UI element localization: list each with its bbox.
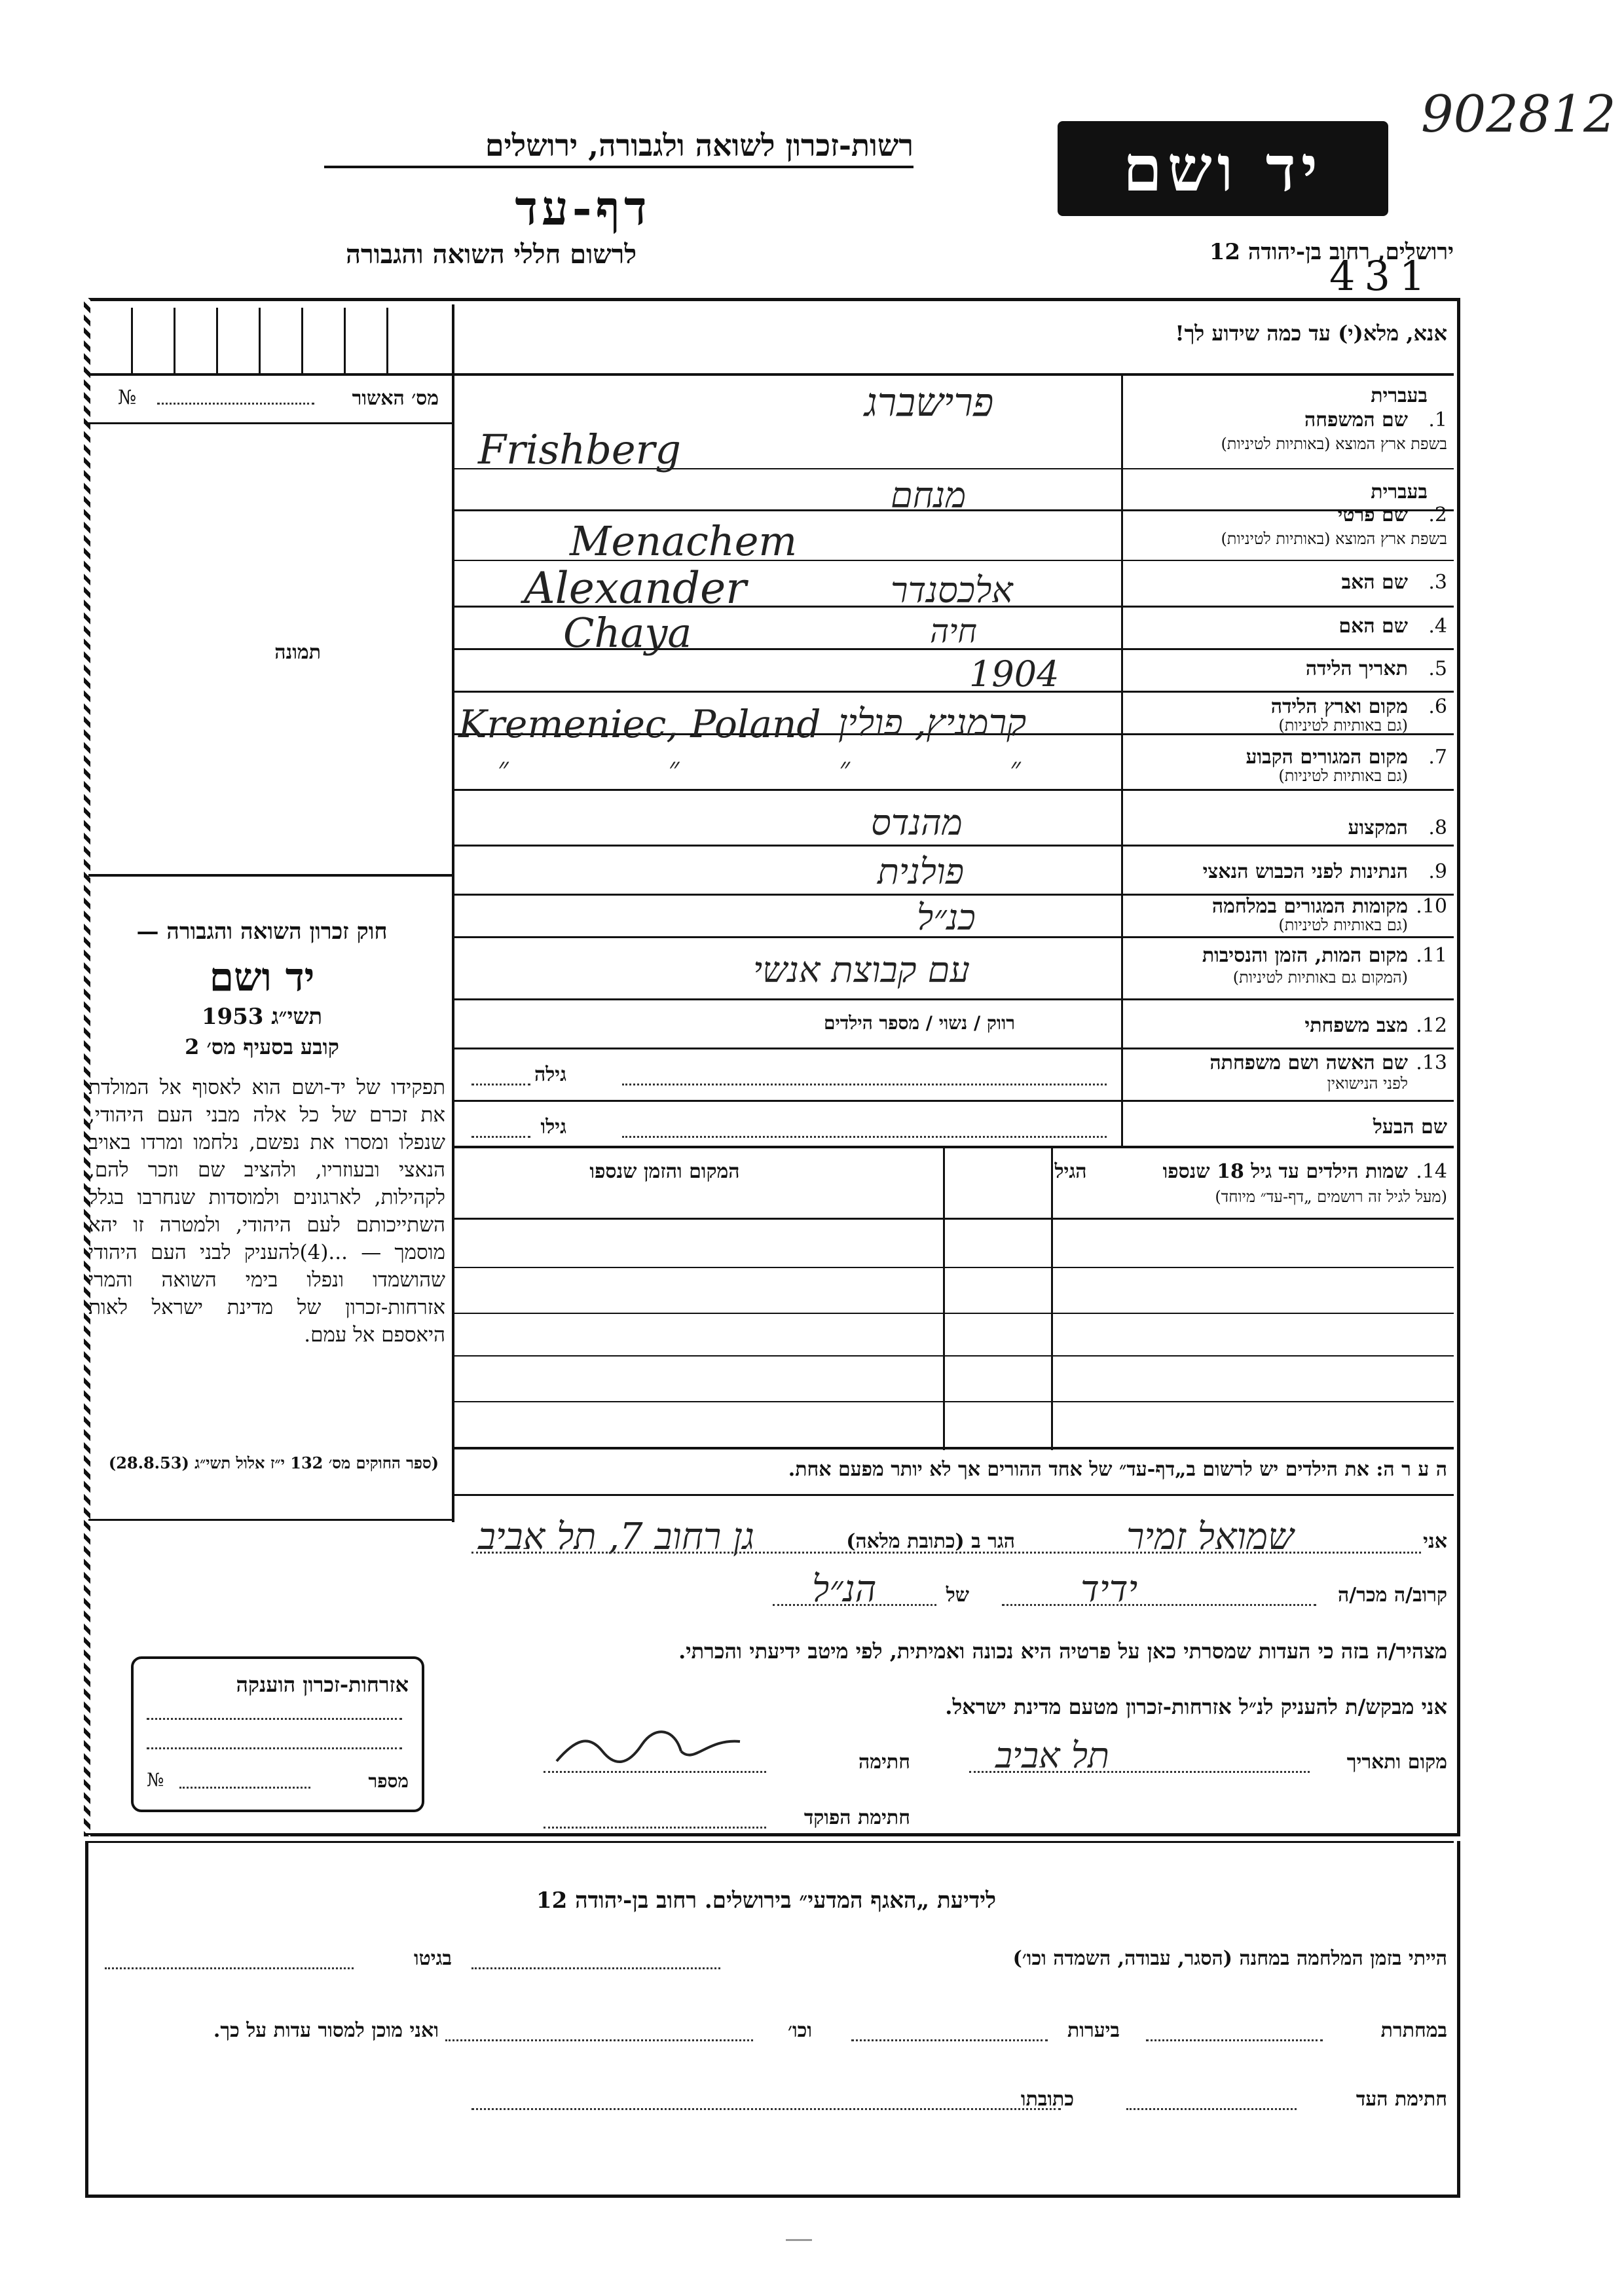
wartime-residence-value[interactable]: כנ״ל	[917, 897, 976, 938]
field-7-sub: (גם באותיות לטיניות)	[1278, 767, 1408, 785]
birth-date-value[interactable]: 1904	[969, 653, 1060, 695]
note-text: ה ע ר ה: את הילדים יש לרשום ב„דף-עד״ של אחד ההורים אך לא יותר מפעם אחת.	[788, 1458, 1447, 1481]
footer-line1: הייתי בזמן המלחמה במחנה (הסגר, עבודה, השמדה וכו׳)	[1012, 1947, 1447, 1970]
field-3-num: 3.	[1428, 571, 1447, 594]
field-2-sub: בשפת ארץ המוצא (באותיות לטיניות)	[1221, 530, 1447, 548]
officer-signature-label: חתימת הפוקד	[803, 1806, 910, 1829]
field-4-label: שם האם	[1338, 615, 1408, 638]
law-year: תשי״ג 1953	[201, 1004, 323, 1030]
footer-ghetto: בגיטו	[413, 1947, 452, 1970]
field-10-label: מקומות המגורים במלחמה	[1211, 895, 1408, 918]
yad-vashem-logo	[1058, 121, 1388, 216]
field-11-num: 11.	[1416, 944, 1447, 967]
intro-text: אנא, מלא(י) עד כמה שידוע לך!	[1175, 321, 1447, 346]
birth-place-hebrew[interactable]: קרמניץ, פולין	[838, 702, 1027, 744]
first-name-latin[interactable]: Menachem	[570, 517, 798, 565]
address-label: הגר ב (כתובת מלאה)	[846, 1530, 1015, 1553]
father-name-hebrew[interactable]: אלכסנדר	[891, 570, 1013, 611]
field-11-label: מקום המות, הזמן והנסיבות	[1202, 944, 1408, 967]
relation-label: קרוב/ה מכר/ה	[1338, 1584, 1447, 1607]
field-5-num: 5.	[1428, 657, 1447, 680]
family-name-latin[interactable]: Frishberg	[478, 426, 681, 473]
nationality-value[interactable]: פולנית	[877, 851, 965, 892]
field-9-num: 9.	[1428, 860, 1447, 883]
father-name-latin[interactable]: Alexander	[524, 563, 747, 613]
declaration-request: אני מבקש/ת להעניק לנ״ל אזרחות-זכרון מטעם מדינת ישראל.	[945, 1694, 1447, 1719]
mother-name-hebrew[interactable]: חיה	[930, 612, 977, 650]
of-value[interactable]: הנ״ל	[812, 1568, 877, 1611]
field-2-label-he: בעברית	[1371, 481, 1428, 503]
field-2-label: שם פרטי	[1337, 503, 1408, 526]
field-9-label: הנתינות לפני הכבוש הנאצי	[1202, 860, 1408, 883]
header-address: ירושלים, רחוב בן-יהודה 12	[1209, 239, 1454, 265]
husband-label: שם הבעל	[1373, 1116, 1447, 1139]
field-5-label: תאריך הלידה	[1305, 657, 1408, 680]
archive-number: 902812	[1421, 85, 1616, 144]
footer-underground: במחתרת	[1380, 2019, 1447, 2042]
citizenship-title: אזרחות-זכרון הוענקה	[236, 1672, 409, 1697]
corner-hatch	[1486, 262, 1532, 282]
citizenship-mark: №	[147, 1769, 164, 1791]
field-3-label: שם האב	[1341, 571, 1408, 594]
declaration-i-label: אני	[1423, 1530, 1447, 1553]
law-source: (ספר החוקים מס׳ 132 י״ז אלול תשי״ג (28.8.53)	[108, 1453, 439, 1472]
field-12-label: מצב משפחתי	[1304, 1014, 1408, 1037]
field-6-sub: (גם באותיות לטיניות)	[1278, 716, 1408, 735]
form-title: דף-עד	[515, 180, 651, 236]
field-1-sub: בשפת ארץ המוצא (באותיות לטיניות)	[1221, 435, 1447, 453]
sheet-number: 431	[1329, 252, 1435, 300]
place-date-value[interactable]: תל אביב	[995, 1735, 1109, 1776]
marital-status-options[interactable]: רווק / נשוי / מספר הילדים	[823, 1012, 1015, 1034]
field-10-sub: (גם באותיות לטיניות)	[1278, 916, 1408, 934]
footer-witness-signature: חתימת העד	[1356, 2088, 1447, 2111]
of-label: של	[946, 1584, 969, 1607]
field-14-num: 14.	[1416, 1160, 1447, 1183]
field-14-label: שמות הילדים עד גיל 18 שנספו	[1162, 1160, 1408, 1183]
place-date-label: מקום ותאריך	[1346, 1751, 1447, 1774]
profession-value[interactable]: מהנדס	[871, 802, 963, 843]
husband-age-label: גילו	[540, 1116, 566, 1139]
citizenship-box	[131, 1656, 424, 1812]
field-8-num: 8.	[1428, 816, 1447, 839]
footer-address: כתובתו	[1020, 2088, 1074, 2111]
children-age-header: הגיל	[1054, 1160, 1087, 1183]
photo-label: תמונה	[274, 641, 321, 664]
first-name-hebrew[interactable]: מנחם	[891, 475, 967, 516]
registration-label: מס׳ האשור	[352, 387, 439, 410]
logo-text: יד ושם	[1122, 132, 1323, 206]
death-place-value[interactable]: עם קבוצת אנשי	[753, 949, 970, 991]
field-12-num: 12.	[1416, 1014, 1447, 1037]
field-10-num: 10.	[1416, 895, 1447, 918]
frame-hatch-left	[84, 298, 90, 1836]
law-heading: חוק זכרון השואה והגבורה —	[136, 919, 388, 945]
field-1-num: 1.	[1428, 409, 1447, 431]
footer-title: לידיעת „האגף המדעי״ בירושלים. רחוב בן-יהודה 12	[536, 1887, 997, 1914]
field-8-label: המקצוע	[1348, 816, 1408, 839]
field-2-num: 2.	[1428, 503, 1447, 526]
address-value[interactable]: גן רחוב 7, תל אביב	[478, 1516, 754, 1558]
footer-etc: וכו׳	[788, 2019, 812, 2042]
field-1-label: שם המשפחה	[1304, 409, 1408, 431]
field-6-num: 6.	[1428, 695, 1447, 718]
wife-age-label: גילה	[534, 1063, 566, 1086]
citizenship-number-label: מספר	[368, 1770, 409, 1792]
institution-name: רשות-זכרון לשואה ולגבורה, ירושלים	[324, 128, 913, 168]
signature-label: חתימה	[858, 1751, 910, 1774]
residence-value[interactable]: ״ ״ ״ ״	[498, 752, 1021, 785]
law-clause: קובע בסעיף מס׳ 2	[185, 1034, 339, 1059]
field-14-sub: (מעל לגיל זה רושמים „דף-עד״ מיוחד)	[1215, 1188, 1447, 1206]
footer-forests: ביערות	[1067, 2019, 1120, 2042]
family-name-hebrew[interactable]: פרישברג	[864, 380, 994, 426]
registration-mark: №	[118, 386, 137, 409]
field-7-num: 7.	[1428, 746, 1447, 769]
declaration-statement: מצהיר/ה בזה כי העדות שמסרתי כאן על פרטיה היא נכונה ואמיתית, לפי מיטב ידיעתי והכרתי.	[678, 1639, 1447, 1664]
witness-signature[interactable]	[550, 1725, 747, 1771]
field-1-label-he: בעברית	[1371, 384, 1428, 407]
form-subtitle: לרשום חללי השואה והגבורה	[345, 239, 637, 270]
children-place-header: המקום והזמן שנספו	[589, 1160, 740, 1183]
field-6-label: מקום וארץ הלידה	[1270, 695, 1408, 718]
footer-ready: ואני מוכן למסור עדות על כך.	[213, 2019, 439, 2042]
law-text: תפקידו של יד-ושם הוא לאסוף אל המולדת את זכרם של כל אלה מבני העם היהודי, שנפלו ומסרו את נפשם, נלחמו ומרדו באויב הנאצי ובעוזריו, ולהציב שם וזכר להם, לקהילות, לארגונים ולמוסדות שנחרבו בגלל השתייכותם לעם היהודי, ולמטרה זו יהא מוסמך — ...(4)להעניק לבני העם היהודי שהושמדו ונפלו בימי השואה והמרי אזרחות-זכרון של מדינת ישראל לאות היאספם אל עמם.	[88, 1076, 445, 1347]
field-7-label: מקום המגורים הקבוע	[1246, 746, 1408, 769]
witness-name[interactable]: שמואל זמיר	[1126, 1516, 1294, 1558]
law-name: יד ושם	[209, 955, 315, 1000]
field-13-label: שם האשה ושם משפחתה	[1209, 1051, 1408, 1074]
birth-place-latin[interactable]: Kremeniec, Poland	[458, 702, 821, 746]
field-13-sub: לפני הנישואין	[1327, 1074, 1408, 1093]
relation-value[interactable]: ידיד	[1080, 1568, 1138, 1611]
field-13-num: 13.	[1416, 1051, 1447, 1074]
field-11-sub: (המקום גם באותיות לטיניות)	[1232, 968, 1408, 987]
mother-name-latin[interactable]: Chaya	[563, 609, 692, 657]
field-4-num: 4.	[1428, 615, 1447, 638]
